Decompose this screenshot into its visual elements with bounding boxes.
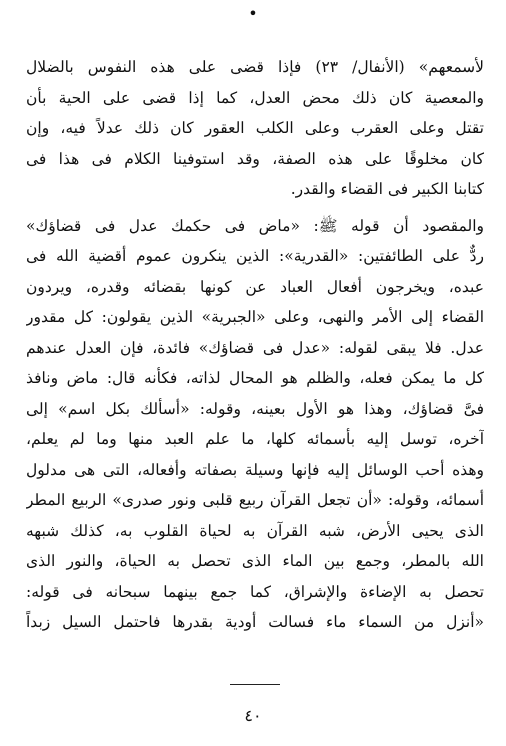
text-line: تقتل وعلى العقرب وعلى الكلب العقور كان ذلك عدلاً فيه، وإن bbox=[26, 119, 484, 137]
text-line: تحصل به الإضاءة والإشراق، كما جمع بينهما سبحانه فى قوله: bbox=[26, 582, 484, 601]
text-line: كتابنا الكبير فى القضاء والقدر. bbox=[290, 180, 484, 198]
text-line: الذى يحيى الأرض، شبه القرآن به لحياة القلوب به، كذلك شبهه bbox=[26, 521, 484, 540]
text-line: آخره، توسل إليه بأسمائه كلها، ما علم العبد منها وما لم يعلم، bbox=[26, 430, 484, 448]
text-line: لأسمعهم» (الأنفال/ ٢٣) فإذا قضى على هذه النفوس بالضلال bbox=[26, 58, 484, 76]
text-line: «أنزل من السماء ماء فسالت أودية بقدرها فاحتمل السيل زبداً bbox=[26, 613, 484, 631]
text-line: كل ما يمكن فعله، والظلم هو المحال لذاته، فكأنه قال: ماض ونافذ bbox=[26, 369, 484, 387]
text-line: والمقصود أن قوله ﷺ: «ماض فى حكمك عدل فى قضاؤك» bbox=[26, 216, 484, 235]
text-line: فىَّ قضاؤك، وهذا هو الأول بعينه، وقوله: «أسألك بكل اسم» إلى bbox=[26, 399, 484, 418]
text-line: والمعصية كان ذلك محض العدل، كما إذا قضى على الحية بأن bbox=[26, 88, 484, 107]
text-line: الله بالمطر، وجمع بين الماء الذى تحصل به الحياة، والنور الذى bbox=[26, 552, 484, 570]
top-mark: • bbox=[248, 4, 258, 23]
page-number: ٤٠ bbox=[244, 706, 262, 725]
text-line: ردٌّ على الطائفتين: «القدرية»: الذين ينكرون عموم أقضية الله فى bbox=[26, 247, 484, 265]
text-line: عبده، ويخرجون أفعال العباد عن كونها بقضائه وقدره، ويردون bbox=[26, 277, 484, 296]
body-text bbox=[26, 52, 484, 638]
text-line: عدل. فلا يبقى لقوله: «عدل فى قضاؤك» فائدة، فإن العدل عندهم bbox=[26, 338, 484, 357]
text-line: القضاء إلى الأمر والنهى، وعلى «الجبرية» الذين يقولون: كل مقدور bbox=[26, 308, 484, 326]
footer-rule bbox=[230, 684, 280, 685]
text-line: كان مخلوقًا على هذه الصفة، وقد استوفينا الكلام فى هذا فى bbox=[26, 149, 484, 168]
text-line: وهذه أحب الوسائل إليه فإنها وسيلة بصفاته وأفعاله، التى هى مدلول bbox=[26, 460, 484, 479]
text-line: أسمائه، وقوله: «أن تجعل القرآن ربيع قلبى ونور صدرى» الربيع المطر bbox=[26, 491, 484, 509]
